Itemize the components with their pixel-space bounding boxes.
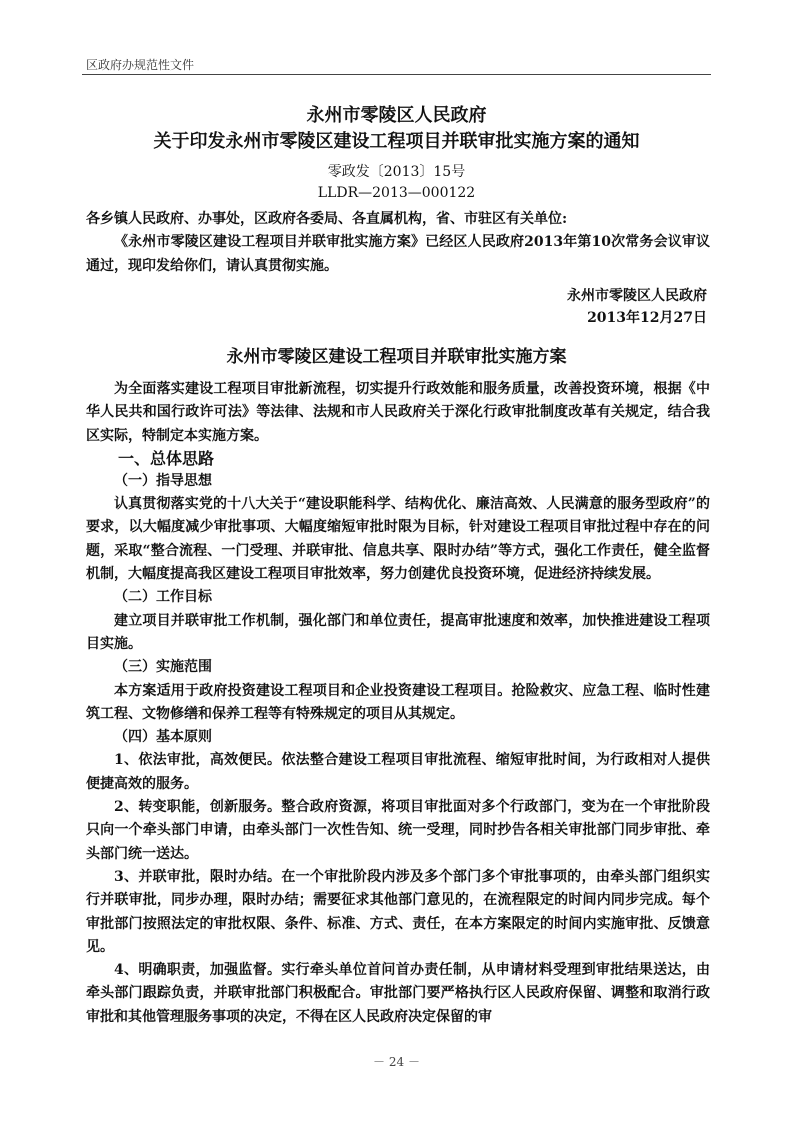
section-1-title: 一、总体思路 bbox=[118, 448, 215, 468]
registration-number: LLDR—2013—000122 bbox=[317, 185, 476, 201]
notice-date: 2013年12月27日 bbox=[587, 310, 707, 326]
sub-3-title: （三）实施范围 bbox=[114, 659, 212, 676]
sub-4-title: （四）基本原则 bbox=[114, 729, 212, 746]
sub-1-text: 认真贯彻落实党的十八大关于“建设职能科学、结构优化、廉洁高效、人民满意的服务型政府”的要求，以大幅度减少审批事项、大幅度缩短审批时限为目标，针对建设工程项目审批过程中存在的问题，采取“整合流程、一门受理、并联审批、信息共享、限时办结”等方式，强化工作责任，健全监督机制，大幅度提高我区建设工程项目审批效率，努力创建优良投资环境，促进经济持续发展。 bbox=[86, 496, 710, 583]
doc-number: 零政发〔2013〕15号 bbox=[327, 164, 466, 180]
notice-body bbox=[86, 208, 710, 278]
plan-title: 永州市零陵区建设工程项目并联审批实施方案 bbox=[226, 347, 567, 367]
plan-body bbox=[86, 378, 710, 1029]
sub-3-text: 本方案适用于政府投资建设工程项目和企业投资建设工程项目。抢险救灾、应急工程、临时性建筑工程、文物修缮和保养工程等有特殊规定的项目从其规定。 bbox=[86, 682, 710, 722]
notice-signer: 永州市零陵区人民政府 bbox=[567, 288, 707, 304]
notice-text: 《永州市零陵区建设工程项目并联审批实施方案》已经区人民政府2013年第10次常务会议审议通过，现印发给你们，请认真贯彻实施。 bbox=[86, 234, 710, 274]
principle-1: 1、依法审批，高效便民。依法整合建设工程项目审批流程、缩短审批时间，为行政相对人提供便捷高效的服务。 bbox=[86, 752, 710, 792]
sub-2-text: 建立项目并联审批工作机制，强化部门和单位责任，提高审批速度和效率，加快推进建设工程项目实施。 bbox=[86, 612, 710, 652]
notice-title-line2: 关于印发永州市零陵区建设工程项目并联审批实施方案的通知 bbox=[153, 131, 640, 152]
page-number: － 24 － bbox=[373, 1055, 420, 1069]
notice-title-line1: 永州市零陵区人民政府 bbox=[306, 105, 487, 126]
principle-2: 2、转变职能，创新服务。整合政府资源，将项目审批面对多个行政部门，变为在一个审批阶段只向一个牵头部门申请，由牵头部门一次性告知、统一受理，同时抄告各相关审批部门同步审批、牵头部门统一送达。 bbox=[86, 799, 710, 862]
principle-4: 4、明确职责，加强监督。实行牵头单位首问首办责任制，从申请材料受理到审批结果送达，由牵头部门跟踪负责，并联审批部门积极配合。审批部门要严格执行区人民政府保留、调整和取消行政审批和其他管理服务事项的决定，不得在区人民政府决定保留的审 bbox=[86, 962, 710, 1025]
notice-addressee: 各乡镇人民政府、办事处，区政府各委局、各直属机构，省、市驻区有关单位: bbox=[86, 211, 568, 227]
header-label: 区政府办规范性文件 bbox=[86, 58, 195, 72]
header-rule bbox=[82, 74, 711, 75]
sub-1-title: （一）指导思想 bbox=[114, 472, 212, 489]
sub-2-title: （二）工作目标 bbox=[114, 589, 212, 606]
principle-3: 3、并联审批，限时办结。在一个审批阶段内涉及多个部门多个审批事项的，由牵头部门组织实行并联审批，同步办理，限时办结；需要征求其他部门意见的，在流程限定的时间内同步完成。每个审批部门按照法定的审批权限、条件、标准、方式、责任，在本方案限定的时间内实施审批、反馈意见。 bbox=[86, 868, 710, 955]
plan-intro: 为全面落实建设工程项目审批新流程，切实提升行政效能和服务质量，改善投资环境，根据《中华人民共和国行政许可法》等法律、法规和市人民政府关于深化行政审批制度改革有关规定，结合我区实际，特制定本实施方案。 bbox=[86, 381, 710, 444]
